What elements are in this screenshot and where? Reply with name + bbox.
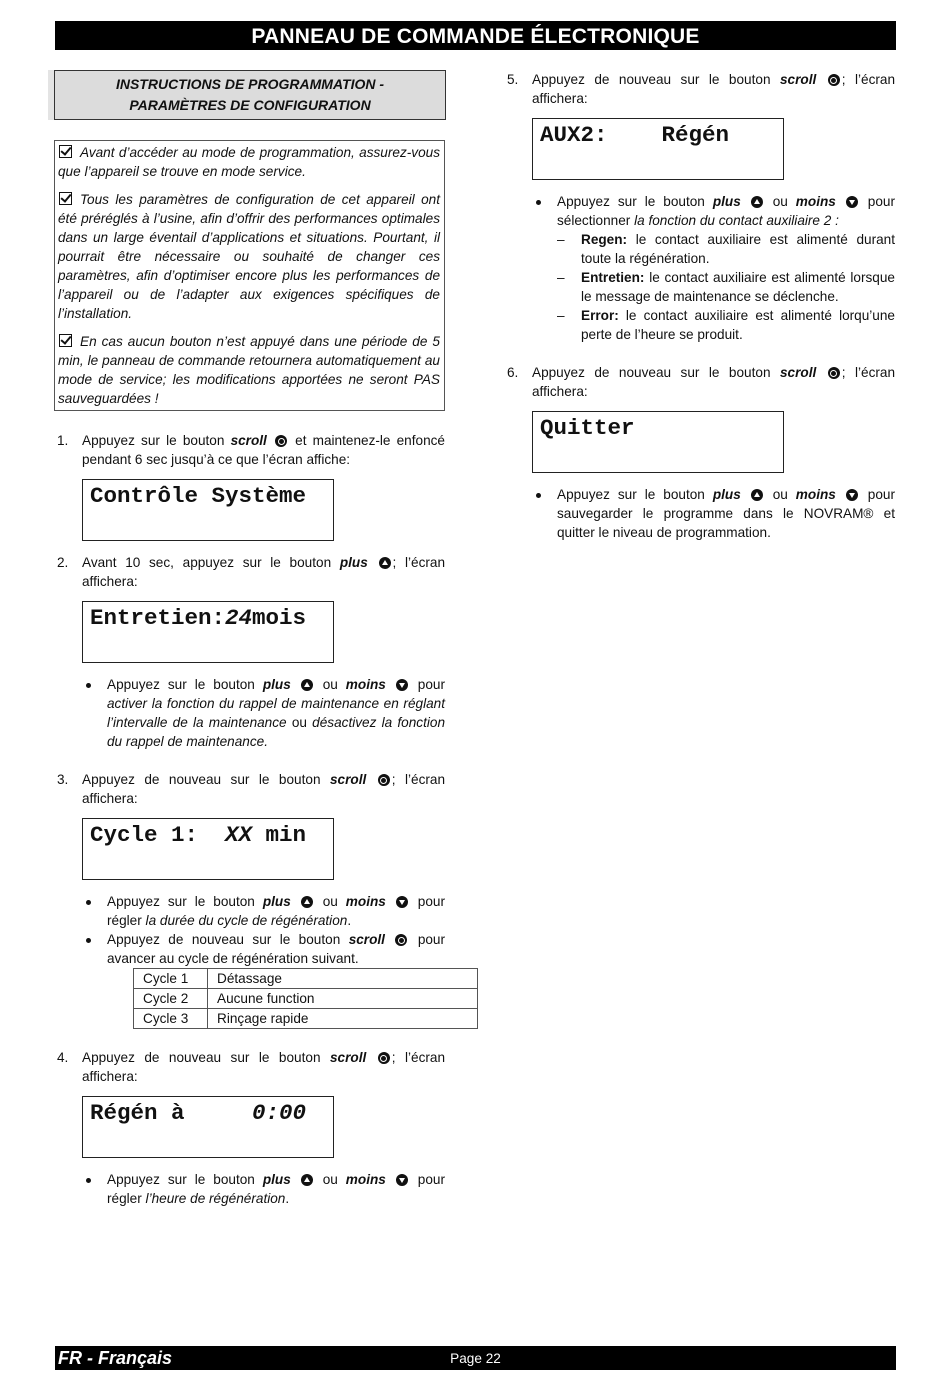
table-row: Cycle 2 Aucune function [134, 989, 478, 1009]
scroll-button-icon [828, 74, 840, 86]
note: En cas aucun bouton n’est appuyé dans une période de 5 min, le panneau de commande retournera automatiquement au mode de service; les modifications apportées ne seront PAS sauveguardées ! [58, 334, 440, 406]
minus-button-icon [846, 196, 858, 208]
left-column [55, 70, 445, 1208]
option-item: – Entretien: le contact auxiliaire est alimenté lorsque le message de maintenance se déclenche. [557, 268, 895, 306]
bullet-item: Appuyez sur le bouton plus ou moins pour régler l’heure de régénération. [82, 1170, 445, 1208]
plus-button-icon [301, 1174, 313, 1186]
step-2: 2. Avant 10 sec, appuyez sur le bouton plus ; l’écran affichera: Entretien:24mois Appuyez sur le bouton plus ou moins pour activer la fonction du rappel de maintenance en réglant l’intervalle de la maintenance ou désactivez la fonction du rappel de maintenance. [57, 555, 446, 749]
language-label: FR - Français [58, 1348, 173, 1368]
scroll-button-icon [378, 774, 390, 786]
bullet-item: Appuyez de nouveau sur le bouton scroll pour avancer au cycle de régénération suivant. [82, 930, 445, 968]
plus-button-icon [301, 896, 313, 908]
option-item: – Error: le contact auxiliaire est alimenté lorqu’une perte de l’heure se produit. [557, 306, 895, 344]
plus-button-icon [301, 679, 313, 691]
note: Avant d’accéder au mode de programmation, assurez-vous que l’appareil se trouve en mode service. [58, 145, 440, 179]
step-6: 6. Appuyez de nouveau sur le bouton scroll ; l’écran affichera: Quitter Appuyez sur le bouton plus ou moins pour sauvegarder le programme dans le NOVRAM® et quitter le niveau de programmation. [507, 365, 896, 540]
plus-button-icon [751, 489, 763, 501]
scroll-button-icon [378, 1052, 390, 1064]
page-header: PANNEAU DE COMMANDE ÉLECTRONIQUE [55, 21, 896, 50]
lcd-display: AUX2: Régén [532, 118, 784, 180]
scroll-button-icon [828, 367, 840, 379]
page-number: Page 22 [450, 1351, 501, 1366]
lcd-display: Entretien:24mois [82, 601, 334, 663]
cycle-table [133, 968, 478, 1029]
bullet-item: Appuyez sur le bouton plus ou moins pour sélectionner la fonction du contact auxiliaire 2 : – Regen: le contact auxiliaire est alimenté durant toute la régénération. – Entretien: le contact auxiliaire est alimenté lorsque le message de maintenance se déclenche. – Error: le contact auxiliaire est alimenté lorqu’une perte de l’heure se produit. [532, 192, 895, 344]
checkbox-icon [59, 145, 72, 158]
plus-button-icon [751, 196, 763, 208]
step-4: 4. Appuyez de nouveau sur le bouton scroll ; l’écran affichera: Régén à 0:00 Appuyez sur le bouton plus ou moins pour régler l’heure de régénération. [57, 1050, 446, 1206]
lcd-display: Cycle 1: XX min [82, 818, 334, 880]
step-3: 3. Appuyez de nouveau sur le bouton scroll ; l’écran affichera: Cycle 1: XX min Appuyez sur le bouton plus ou moins pour régler la durée du cycle de régénération. Appuyez de nouveau sur le bouton scroll pour avancer au cycle de régénération suivant. Cycle 1 Détassage Cycle 2 Aucune function Cycle 3 Rinçage rapide [55, 770, 445, 1029]
plus-button-icon [379, 557, 391, 569]
lcd-display: Quitter [532, 411, 784, 473]
notes-box [54, 140, 445, 411]
bullet-item: Appuyez sur le bouton plus ou moins pour régler la durée du cycle de régénération. [82, 892, 445, 930]
step-5: 5. Appuyez de nouveau sur le bouton scroll ; l’écran affichera: AUX2: Régén Appuyez sur le bouton plus ou moins pour sélectionner la fonction du contact auxiliaire 2 : – Regen: le contact auxiliaire est alimenté durant toute la régénération. – Entretien: le contact auxiliaire est alimenté lorsque le message de maintenance se déclenche. – Error: le contact auxiliaire est alimenté lorqu’une perte de l’heure se produit. [505, 70, 895, 344]
minus-button-icon [396, 679, 408, 691]
lcd-display: Contrôle Système [82, 479, 334, 541]
section-title: INSTRUCTIONS DE PROGRAMMATION - PARAMÈTRES DE CONFIGURATION [54, 70, 446, 120]
note: Tous les paramètres de configuration de cet appareil ont été préréglés à l’usine, afin d’offrir des performances optimales dans un large éventail d’applications et situations. Pourtant, il pourrait être nécessaire ou souhaité de changer ces paramètres, afin d’optimiser encore plus les performances de l’appareil ou de l’adapter aux exigences spécifiques de l’installation. [58, 192, 440, 321]
checkbox-icon [59, 334, 72, 347]
scroll-button-icon [275, 435, 287, 447]
lcd-display: Régén à 0:00 [82, 1096, 334, 1158]
minus-button-icon [846, 489, 858, 501]
page-footer [55, 1346, 896, 1370]
right-column [505, 70, 895, 542]
table-row: Cycle 3 Rinçage rapide [134, 1009, 478, 1029]
minus-button-icon [396, 1174, 408, 1186]
scroll-button-icon [395, 934, 407, 946]
minus-button-icon [396, 896, 408, 908]
bullet-item: Appuyez sur le bouton plus ou moins pour sauvegarder le programme dans le NOVRAM® et quitter le niveau de programmation. [532, 485, 895, 542]
step-1: 1. Appuyez sur le bouton scroll et maintenez-le enfoncé pendant 6 sec jusqu’à ce que l’écran affiche: Contrôle Système [55, 431, 445, 541]
option-item: – Regen: le contact auxiliaire est alimenté durant toute la régénération. [557, 230, 895, 268]
checkbox-icon [59, 192, 72, 205]
table-row: Cycle 1 Détassage [134, 969, 478, 989]
bullet-item: Appuyez sur le bouton plus ou moins pour activer la fonction du rappel de maintenance en réglant l’intervalle de la maintenance ou désactivez la fonction du rappel de maintenance. [82, 675, 445, 751]
